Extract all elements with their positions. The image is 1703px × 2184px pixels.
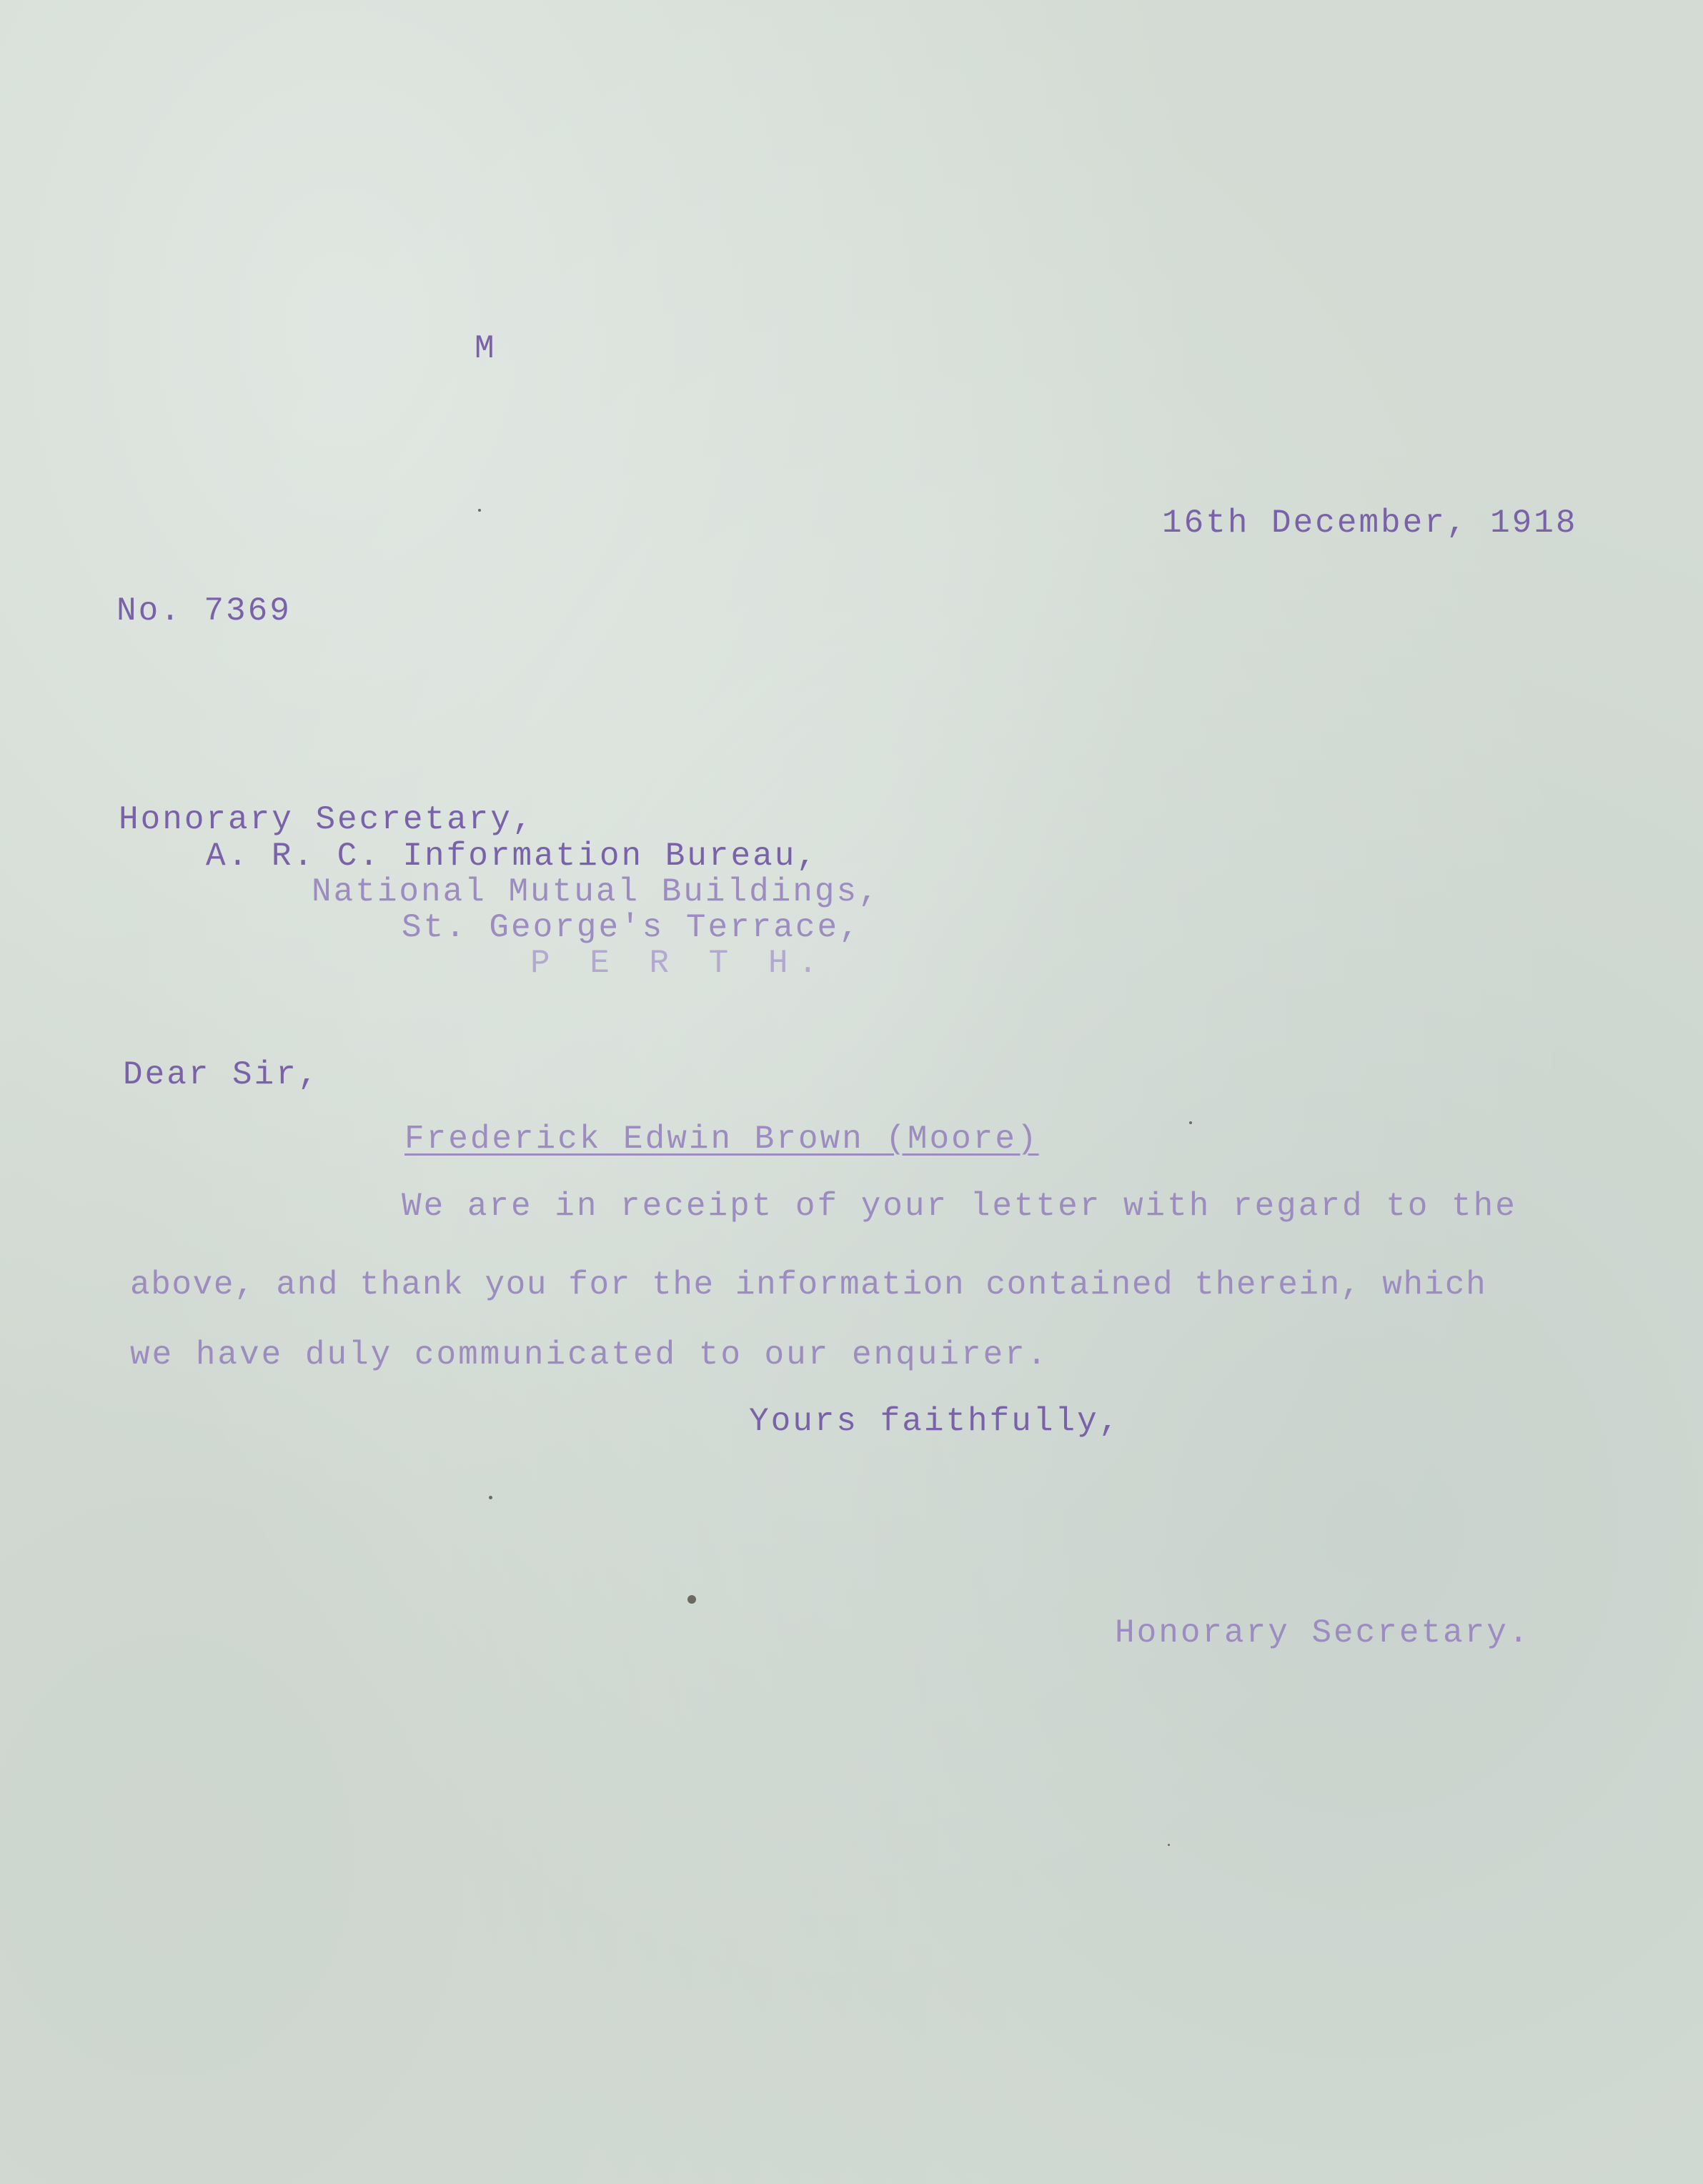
paper-speck bbox=[1168, 1844, 1170, 1846]
paragraph-line: We are in receipt of your letter with regard to the bbox=[402, 1188, 1517, 1225]
address-line: A. R. C. Information Bureau, bbox=[206, 838, 818, 875]
address-line: Honorary Secretary, bbox=[119, 801, 535, 838]
paper-speck bbox=[1189, 1121, 1192, 1124]
paper-speck bbox=[489, 1496, 492, 1499]
address-line: National Mutual Buildings, bbox=[312, 873, 880, 910]
subject-line: Frederick Edwin Brown (Moore) bbox=[404, 1121, 1039, 1158]
closing: Yours faithfully, bbox=[749, 1403, 1121, 1440]
letter-date: 16th December, 1918 bbox=[1162, 505, 1578, 542]
address-line: P E R T H. bbox=[530, 945, 828, 982]
paragraph-line: we have duly communicated to our enquirer. bbox=[130, 1336, 1049, 1374]
salutation: Dear Sir, bbox=[123, 1056, 320, 1093]
paragraph-line: above, and thank you for the information contained therein, which bbox=[130, 1266, 1487, 1304]
paper-speck bbox=[687, 1595, 696, 1604]
signature-title: Honorary Secretary. bbox=[1115, 1614, 1531, 1652]
address-line: St. George's Terrace, bbox=[402, 909, 861, 946]
paper-speck bbox=[478, 509, 481, 512]
initial-mark: M bbox=[475, 330, 497, 367]
reference-number: No. 7369 bbox=[116, 592, 292, 630]
